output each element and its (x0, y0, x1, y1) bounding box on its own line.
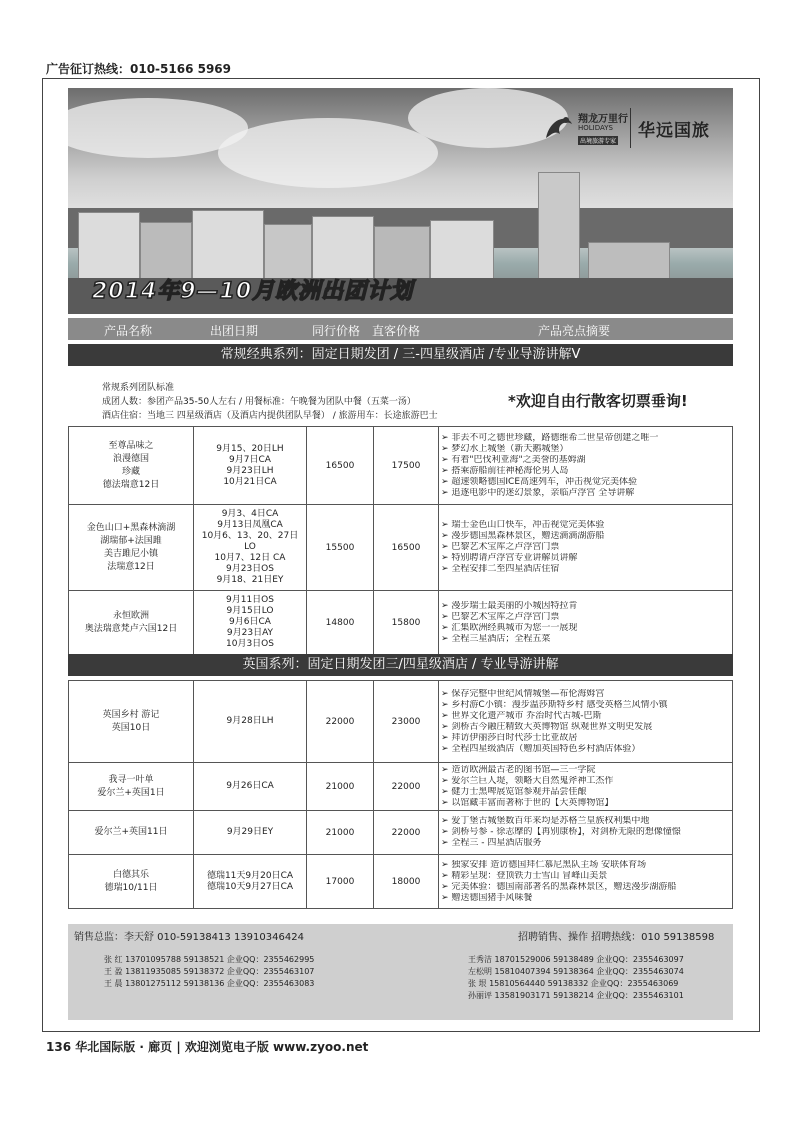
highlight-item: ➢ 爱尔兰巨人堤，领略大自然鬼斧神工杰作 (441, 776, 730, 787)
col-direct-price: 直客价格 (372, 324, 421, 338)
recruitment-hotline: 招聘销售、操作 招聘热线：010 59138598 (518, 932, 715, 943)
departure-date: 9月26日CA (226, 781, 274, 791)
tour-name (69, 811, 194, 855)
col-date: 出团日期 (210, 324, 259, 338)
tour-name-line: 德瑞10/11日 (104, 882, 158, 893)
tour-highlights (439, 505, 733, 591)
highlight-item: ➢ 剑桥号参 - 徐志摩的【再别康桥】，对剑桥无限的想像憧憬 (441, 827, 730, 838)
building (192, 210, 264, 284)
sales-director: 销售总监：李天舒 010-59138413 13910346424 (74, 932, 304, 943)
tower-building (538, 172, 580, 284)
tour-name (69, 591, 194, 655)
tour-dates (194, 811, 307, 855)
highlight-item: ➢ 汇集欧洲经典城市为您一一展现 (441, 623, 730, 634)
logo-subtitle: 出境旅游专家 (580, 138, 617, 145)
peer-price: 22000 (307, 681, 374, 763)
highlight-item: ➢ 保存完整中世纪风情城堡—布伦海姆宫 (441, 689, 730, 700)
tour-name-line: 白德其乐 (112, 869, 149, 880)
departure-date: 德瑞11天9月20日CA (206, 870, 294, 881)
tour-name-line: 浪漫德国 (112, 453, 149, 464)
peer-price: 16500 (307, 427, 374, 505)
departure-date: 9月6日CA (229, 617, 271, 627)
highlight-item: ➢ 漫步瑞士最美丽的小城因特拉肯 (441, 601, 730, 612)
col-highlights: 产品亮点摘要 (538, 324, 611, 338)
tour-highlights (439, 855, 733, 909)
tour-name-line: 爱尔兰+英国1日 (97, 787, 165, 798)
highlight-item: ➢ 独家安排 造访德国拜仁慕尼黑队主场 安联体育场 (441, 860, 730, 871)
departure-date: 9月23日LH (226, 465, 274, 476)
peer-price: 21000 (307, 811, 374, 855)
tour-table-uk (68, 680, 733, 909)
departure-date: 9月18、21日EY (216, 575, 284, 585)
tour-table-classic (68, 426, 733, 655)
peer-price: 17000 (307, 855, 374, 909)
highlight-item: ➢ 世界文化遗产城市 乔治时代古城-巴斯 (441, 711, 730, 722)
section-header-classic: 常规经典系列：固定日期发团 / 三-四星级酒店 /专业导游讲解V (68, 344, 733, 366)
contact-entry: 王 盈 13811935085 59138372 企业QQ：2355463107 (104, 967, 315, 976)
tour-name-line: 至尊品味之 (108, 440, 154, 451)
highlight-item: ➢ 瑞士金色山口快车，冲击视觉完美体验 (441, 520, 730, 531)
tour-name (69, 763, 194, 811)
tour-dates (194, 763, 307, 811)
highlight-item: ➢ 乡村游C小镇：漫步温莎斯特乡村 感受英格兰风情小镇 (441, 700, 730, 711)
departure-date: 9月15日LO (226, 606, 274, 616)
highlight-item: ➢ 有着"巴伐利亚海"之美誉的基姆湖 (441, 455, 730, 466)
tour-dates (194, 427, 307, 505)
highlight-item: ➢ 巴黎艺术宝库之卢浮宫门票 (441, 542, 730, 553)
tour-row (69, 505, 733, 591)
tour-name-line: 我寻一叶单 (108, 774, 154, 785)
contact-entry: 张 红 13701095788 59138521 企业QQ：2355462995 (104, 955, 315, 964)
logo-brand: 翔龙万里行 (578, 114, 628, 125)
peer-price: 15500 (307, 505, 374, 591)
highlight-item: ➢ 漫步德国黑森林景区，赠送滴滴湖游船 (441, 531, 730, 542)
contact-entry: 王 晨 13801275112 59138136 企业QQ：2355463083 (104, 979, 315, 988)
ad-hotline: 广告征订热线：010-5166 5969 (46, 62, 232, 76)
welcome-banner: *欢迎自由行散客切票垂询! (508, 392, 688, 410)
tour-name-line: 英国10日 (111, 722, 151, 733)
direct-price: 23000 (374, 681, 439, 763)
contact-entry: 左松明 15810407394 59138364 企业QQ：2355463074 (468, 967, 684, 976)
tour-highlights (439, 681, 733, 763)
tour-name-line: 金色山口+黑森林滴湖 (86, 522, 176, 533)
tour-row (69, 811, 733, 855)
highlight-item: ➢ 完美体验：德国南部著名的黑森林景区，赠送漫步湖游船 (441, 882, 730, 893)
highlight-item: ➢ 巴黎艺术宝库之卢浮宫门票 (441, 612, 730, 623)
section-header-uk: 英国系列：固定日期发团三/四星级酒店 / 专业导游讲解 (68, 654, 733, 676)
tour-highlights (439, 811, 733, 855)
direct-price: 22000 (374, 811, 439, 855)
departure-date: 9月7日CA (229, 454, 271, 465)
tour-row (69, 763, 733, 811)
departure-date: 9月23日OS (226, 564, 274, 574)
peer-price: 21000 (307, 763, 374, 811)
highlight-item: ➢ 以馆藏丰富而著称于世的【大英博物馆】 (441, 798, 730, 809)
tour-row (69, 855, 733, 909)
tour-dates (194, 681, 307, 763)
tour-highlights (439, 591, 733, 655)
tour-name-line: 爱尔兰+英国11日 (94, 827, 168, 837)
tour-row (69, 591, 733, 655)
tour-dates (194, 591, 307, 655)
contact-entry: 张 垠 15810564440 59138332 企业QQ：2355463069 (468, 979, 679, 988)
departure-date: 9月15、20日LH (216, 443, 284, 454)
peer-price: 14800 (307, 591, 374, 655)
tour-name-line: 法瑞意12日 (107, 561, 155, 572)
team-standards (68, 374, 733, 427)
tour-name-line: 珍藏 (121, 466, 140, 477)
contact-panel (68, 924, 733, 1020)
tour-name (69, 427, 194, 505)
tour-name-line: 德法瑞意12日 (102, 479, 160, 490)
departure-date: 9月13日凤凰CA (217, 520, 283, 530)
highlight-item: ➢ 梦幻水上城堡（新天鹅城堡） (441, 444, 730, 455)
tour-name-line: 美吉雎尼小镇 (103, 548, 158, 559)
tour-dates (194, 505, 307, 591)
highlight-item: ➢ 全程四星级酒店（赠加英国特色乡村酒店体验） (441, 744, 730, 755)
departure-date: 10月3日OS (226, 639, 274, 649)
tour-name-line: 永恒欧洲 (112, 610, 149, 621)
direct-price: 17500 (374, 427, 439, 505)
direct-price: 18000 (374, 855, 439, 909)
highlight-item: ➢ 全程三星酒店；全程五菜 (441, 634, 730, 645)
highlight-item: ➢ 超速领略德国ICE高速列车，冲击视觉完美体验 (441, 477, 730, 488)
building (430, 220, 494, 284)
tour-dates (194, 855, 307, 909)
banner-photo (68, 88, 733, 314)
contact-entry: 孙丽评 13581903171 59138214 企业QQ：2355463101 (468, 991, 684, 1000)
highlight-item: ➢ 特别聘请卢浮宫专业讲解员讲解 (441, 553, 730, 564)
highlight-item: ➢ 全程三 - 四星酒店服务 (441, 838, 730, 849)
logo (538, 106, 718, 156)
departure-date: 德瑞10天9月27日CA (206, 881, 294, 892)
departure-date: 9月29日EY (226, 827, 274, 837)
column-header (68, 318, 733, 340)
highlight-item: ➢ 精彩呈现：登顶铁力士雪山 冒峰山美景 (441, 871, 730, 882)
tour-name (69, 505, 194, 591)
tour-name (69, 855, 194, 909)
highlight-item: ➢ 全程安排二至四星酒店住宿 (441, 564, 730, 575)
page-footer: 136 华北国际版 · 廊页 | 欢迎浏览电子版 www.zyoo.net (46, 1040, 369, 1054)
highlight-item: ➢ 健力士黑啤展览馆参观并品尝佳酿 (441, 787, 730, 798)
tour-name-line: 英国乡村 游记 (102, 709, 160, 720)
standards-title: 常规系列团队标准 (102, 383, 175, 393)
contact-entry: 王秀洁 18701529006 59138489 企业QQ：2355463097 (468, 955, 684, 964)
highlight-item: ➢ 剑桥古今融庄精致大英博物馆 纵观世界文明史发展 (441, 722, 730, 733)
tour-row (69, 681, 733, 763)
contact-list-left (104, 954, 314, 990)
departure-date: 9月23日AY (226, 628, 274, 638)
direct-price: 22000 (374, 763, 439, 811)
standards-line2: 酒店住宿：当地三 四星级酒店（及酒店内提供团队早餐） / 旅游用车：长途旅游巴士 (102, 411, 438, 421)
highlight-item: ➢ 拜访伊丽莎白时代莎士比亚故居 (441, 733, 730, 744)
departure-date: 9月11日OS (226, 595, 274, 605)
departure-date: 9月3、4日CA (221, 509, 279, 519)
standards-line1: 成团人数：参团产品35-50人左右 / 用餐标准：午晚餐为团队中餐（五菜一汤） (102, 397, 416, 407)
direct-price: 16500 (374, 505, 439, 591)
highlight-item: ➢ 造访欧洲最古老的图书馆—三一学院 (441, 765, 730, 776)
dragon-logo-icon (542, 108, 576, 148)
tour-name (69, 681, 194, 763)
logo-divider (630, 108, 631, 148)
tour-highlights (439, 763, 733, 811)
departure-date: 10月6、13、20、27日LO (201, 531, 299, 552)
cloud (218, 118, 438, 188)
tour-row (69, 427, 733, 505)
highlight-item: ➢ 赠送德国猪手风味餐 (441, 893, 730, 904)
direct-price: 15800 (374, 591, 439, 655)
logo-company: 华远国旅 (638, 121, 710, 141)
contact-list-right (468, 954, 684, 1002)
banner-title: 2014年9—10月欧洲出团计划 (92, 279, 414, 304)
logo-english: HOLIDAYS (578, 124, 613, 132)
highlight-item: ➢ 搭乘游船前往神秘海伦男人岛 (441, 466, 730, 477)
departure-date: 10月21日CA (223, 476, 277, 487)
highlight-item: ➢ 爱丁堡古城堡数百年来均是苏格兰皇族权利集中地 (441, 816, 730, 827)
highlight-item: ➢ 非去不可之德世珍藏，路德维希二世皇帝创建之唯一 (441, 433, 730, 444)
col-name: 产品名称 (104, 324, 153, 338)
departure-date: 9月28日LH (226, 716, 274, 726)
tour-name-line: 奥法瑞意梵卢六国12日 (84, 623, 178, 634)
highlight-item: ➢ 追逐电影中的迷幻景象，亲临卢浮宫 全导讲解 (441, 488, 730, 499)
departure-date: 10月7、12日 CA (214, 553, 286, 563)
tour-name-line: 湖瑞郁+法国雎 (100, 535, 162, 546)
col-peer-price: 同行价格 (312, 324, 361, 338)
tour-highlights (439, 427, 733, 505)
